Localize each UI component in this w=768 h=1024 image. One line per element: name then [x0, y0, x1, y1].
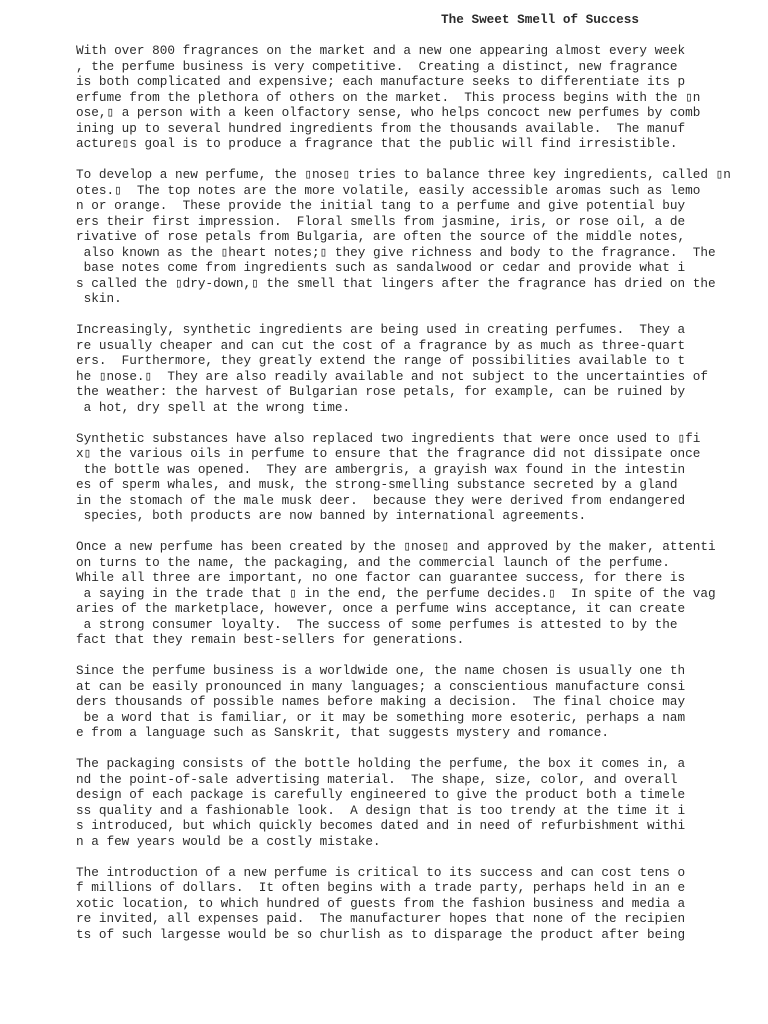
text-line: The packaging consists of the bottle holding the perfume, the box it comes in, a	[76, 756, 686, 771]
text-line: The introduction of a new perfume is critical to its success and can cost tens o	[76, 864, 686, 880]
text-line: n a few years would be a costly mistake.	[76, 833, 381, 849]
text-line: xotic location, to which hundred of guests from the fashion business and media a	[76, 895, 686, 911]
paragraph	[76, 322, 756, 415]
text-line: a strong consumer loyalty. The success of some perfumes is attested to by the	[76, 616, 678, 632]
text-line: Once a new perfume has been created by the ▯nose▯ and approved by the maker, attenti	[76, 539, 716, 554]
text-line: rivative of rose petals from Bulgaria, are often the source of the middle notes,	[76, 229, 686, 244]
text-line: re invited, all expenses paid. The manufacturer hopes that none of the recipien	[76, 911, 686, 926]
text-line: ers. Furthermore, they greatly extend the range of possibilities available to t	[76, 353, 686, 368]
paragraph	[76, 167, 756, 307]
text-line: ss quality and a fashionable look. A design that is too trendy at the time it i	[76, 802, 686, 818]
text-line: is both complicated and expensive; each manufacture seeks to differentiate its p	[76, 74, 686, 89]
text-line: ining up to several hundred ingredients from the thousands available. The manuf	[76, 120, 686, 136]
document-body	[76, 43, 756, 958]
text-line: n or orange. These provide the initial tang to a perfume and give potential buy	[76, 198, 686, 213]
text-line: s introduced, but which quickly becomes dated and in need of refurbishment withi	[76, 818, 686, 833]
text-line: skin.	[76, 291, 122, 306]
text-line: be a word that is familiar, or it may be something more esoteric, perhaps a nam	[76, 709, 686, 725]
text-line: ose,▯ a person with a keen olfactory sense, who helps concoct new perfumes by comb	[76, 105, 701, 120]
text-line: otes.▯ The top notes are the more volatile, easily accessible aromas such as lemo	[76, 182, 701, 198]
text-line: he ▯nose.▯ They are also readily available and not subject to the uncertainties of	[76, 368, 708, 384]
text-line: the bottle was opened. They are ambergris, a grayish wax found in the intestin	[76, 461, 686, 477]
text-line: a saying in the trade that ▯ in the end, the perfume decides.▯ In spite of the vag	[76, 585, 716, 601]
text-line: erfume from the plethora of others on the market. This process begins with the ▯n	[76, 89, 701, 105]
paragraph	[76, 756, 756, 849]
text-line: ts of such largesse would be so churlish as to disparage the product after being	[76, 926, 686, 942]
text-line: ers their first impression. Floral smells from jasmine, iris, or rose oil, a de	[76, 213, 686, 229]
paragraph	[76, 663, 756, 741]
text-line: Since the perfume business is a worldwide one, the name chosen is usually one th	[76, 663, 686, 678]
text-line: base notes come from ingredients such as sandalwood or cedar and provide what i	[76, 260, 686, 275]
text-line: acture▯s goal is to produce a fragrance that the public will find irresistible.	[76, 136, 678, 151]
text-line: the weather: the harvest of Bulgarian rose petals, for example, can be ruined by	[76, 384, 686, 399]
text-line: re usually cheaper and can cut the cost of a fragrance by as much as three-quart	[76, 337, 686, 353]
text-line: on turns to the name, the packaging, and the commercial launch of the perfume.	[76, 554, 670, 570]
paragraph	[76, 539, 756, 648]
text-line: f millions of dollars. It often begins with a trade party, perhaps held in an e	[76, 880, 686, 895]
text-line: at can be easily pronounced in many languages; a conscientious manufacture consi	[76, 678, 686, 694]
text-line: also known as the ▯heart notes;▯ they give richness and body to the fragrance. The	[76, 244, 716, 260]
text-line: a hot, dry spell at the wrong time.	[76, 399, 351, 415]
text-line: , the perfume business is very competitive. Creating a distinct, new fragrance	[76, 58, 678, 74]
text-line: design of each package is carefully engineered to give the product both a timele	[76, 787, 686, 802]
text-line: es of sperm whales, and musk, the strong-smelling substance secreted by a gland	[76, 477, 678, 492]
text-line: With over 800 fragrances on the market and a new one appearing almost every week	[76, 43, 686, 58]
text-line: e from a language such as Sanskrit, that suggests mystery and romance.	[76, 725, 609, 740]
text-line: aries of the marketplace, however, once a perfume wins acceptance, it can create	[76, 601, 686, 616]
text-line: x▯ the various oils in perfume to ensure that the fragrance did not dissipate once	[76, 446, 701, 461]
text-line: in the stomach of the male musk deer. because they were derived from endangered	[76, 492, 686, 508]
text-line: Increasingly, synthetic ingredients are being used in creating perfumes. They a	[76, 322, 686, 337]
text-line: Synthetic substances have also replaced two ingredients that were once used to ▯fi	[76, 430, 701, 446]
text-line: While all three are important, no one factor can guarantee success, for there is	[76, 570, 686, 585]
text-line: nd the point-of-sale advertising material. The shape, size, color, and overall	[76, 771, 678, 787]
text-line: To develop a new perfume, the ▯nose▯ tries to balance three key ingredients, called ▯n	[76, 167, 731, 182]
text-line: s called the ▯dry-down,▯ the smell that lingers after the fragrance has dried on the	[76, 275, 716, 291]
text-line: fact that they remain best-sellers for generations.	[76, 632, 465, 647]
text-line: ders thousands of possible names before making a decision. The final choice may	[76, 694, 686, 709]
paragraph	[76, 43, 756, 152]
paragraph	[76, 431, 756, 524]
document-title: The Sweet Smell of Success	[441, 12, 639, 27]
paragraph	[76, 865, 756, 943]
text-line: species, both products are now banned by international agreements.	[76, 508, 587, 523]
